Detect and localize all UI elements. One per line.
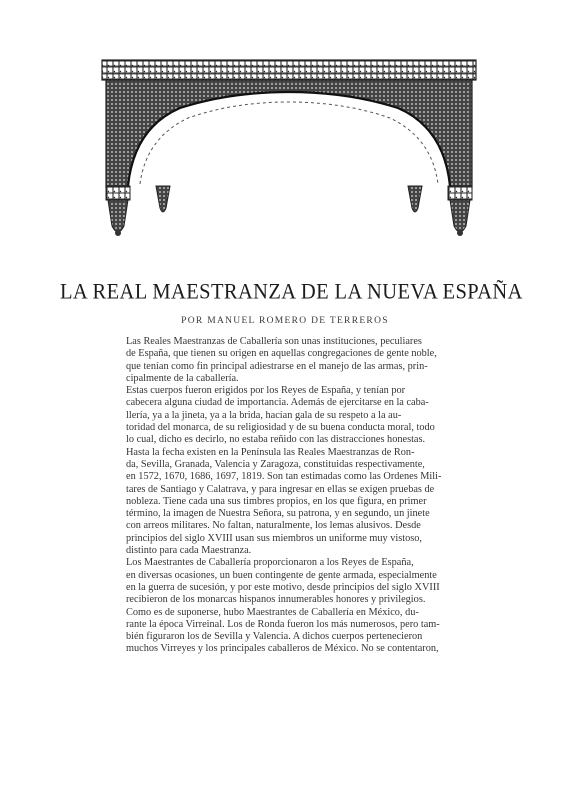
moorish-arch-illustration (98, 58, 480, 240)
paragraph-2 (112, 385, 464, 446)
text-line: recibieron de los monarcas hispanos innumerables honores y privilegios. (126, 594, 426, 606)
article-byline: POR MANUEL ROMERO DE TERREROS (181, 316, 389, 326)
paragraph-4 (112, 557, 464, 606)
text-line: cabecera alguna ciudad de importancia. Además de ejercitarse en la caba- (126, 397, 429, 409)
text-line: en 1572, 1670, 1686, 1697, 1819. Son tan estimadas como las Ordenes Mili- (126, 471, 442, 483)
text-line: muchos Virreyes y los principales caballeros de México. No se contentaron, (126, 643, 439, 655)
text-line: Las Reales Maestranzas de Caballería son unas instituciones, peculiares (126, 336, 422, 347)
text-line: tares de Santiago y Calatrava, y para ingresar en ellas se exigen pruebas de (126, 483, 435, 495)
text-line: distinto para cada Maestranza. (126, 545, 252, 557)
text-line: Hasta la fecha existen en la Península las Reales Maestranzas de Ron- (126, 446, 415, 458)
text-line: con arreos militares. No faltan, naturalmente, los lemas alusivos. Desde (126, 520, 421, 532)
text-line: rante la época Virreinal. Los de Ronda fueron los más numerosos, pero tam- (126, 618, 440, 630)
text-line: en diversas ocasiones, un buen contingente de gente armada, especialmente (126, 569, 437, 581)
text-line: en la guerra de sucesión, y por este motivo, desde principios del siglo XVIII (126, 581, 440, 593)
text-line: lo cual, dicho es decirlo, no estaba reñido con las distracciones honestas. (126, 434, 426, 446)
text-line: toridad del monarca, de su religiosidad y de su buena conducta moral, todo (126, 422, 435, 434)
text-line: bién figuraron los de Sevilla y Valencia. A dichos cuerpos pertenecieron (126, 631, 423, 643)
paragraph-1 (112, 336, 464, 385)
article-body (112, 336, 464, 656)
text-line: Estas cuerpos fueron erigidos por los Reyes de España, y tenían por (126, 385, 406, 397)
text-line: cipalmente de la caballería. (126, 372, 239, 384)
text-line: nobleza. Tiene cada una sus timbres propios, en los que figura, en primer (126, 495, 427, 507)
text-line: que tenían como fin principal adiestrarse en el manejo de las armas, prin- (126, 360, 428, 372)
article-title: LA REAL MAESTRANZA DE LA NUEVA ESPAÑA (60, 280, 523, 304)
text-line: da, Sevilla, Granada, Valencia y Zaragoza, constituidas respectivamente, (126, 458, 425, 470)
paragraph-5 (112, 607, 464, 656)
text-line: de España, que tienen su origen en aquellas congregaciones de gente noble, (126, 348, 437, 360)
paragraph-3 (112, 447, 464, 558)
text-line: Como es de suponerse, hubo Maestrantes de Caballería en México, du- (126, 606, 419, 618)
text-line: Los Maestrantes de Caballería proporcionaron a los Reyes de España, (126, 557, 414, 569)
text-line: llería, ya a la jineta, ya a la brida, hacían gala de su respeto a la au- (126, 409, 402, 421)
text-line: término, la imagen de Nuestra Señora, su patrona, y en segundo, un jinete (126, 508, 430, 520)
text-line: principios del siglo XVIII usan sus miembros un uniforme muy vistoso, (126, 532, 423, 544)
